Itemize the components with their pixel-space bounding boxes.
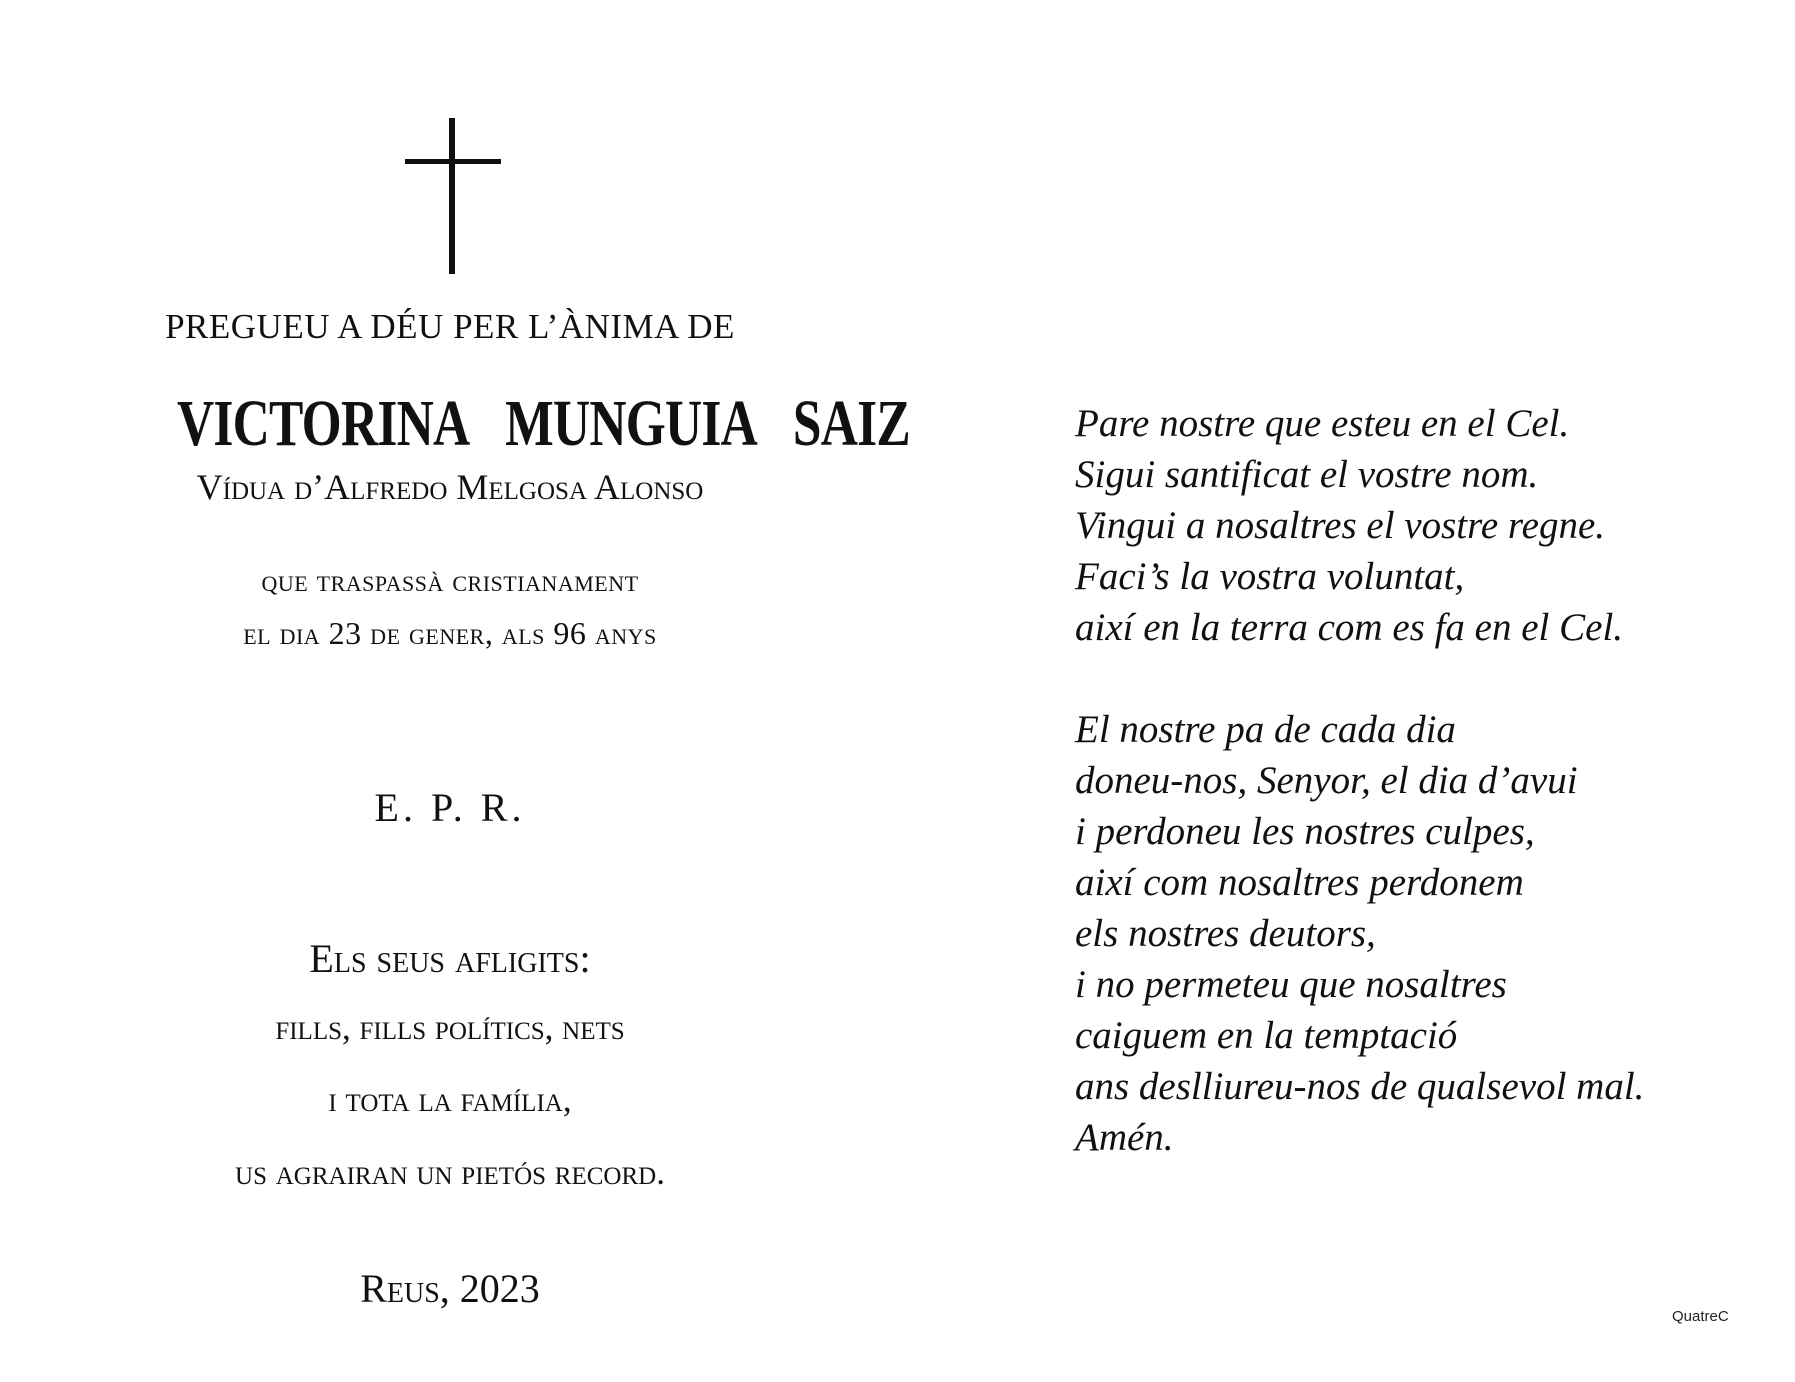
prayer-line: Sigui santificat el vostre nom.: [1075, 453, 1539, 496]
prayer-stanza-2: [1075, 704, 1755, 1163]
prayer-line: caiguem en la temptació: [1075, 1014, 1458, 1057]
place-year: Reus, 2023: [360, 1266, 540, 1311]
prayer-line: Vingui a nosaltres el vostre regne.: [1075, 504, 1606, 547]
prayer-line: Pare nostre que esteu en el Cel.: [1075, 402, 1570, 445]
passed-line-2: el dia 23 de gener, als 96 anys: [243, 615, 657, 651]
prayer-line: ans deslliureu-nos de qualsevol mal.: [1075, 1065, 1645, 1108]
prayer-line: i perdoneu les nostres culpes,: [1075, 810, 1535, 853]
memorial-card-left: [100, 0, 910, 1382]
deceased-name: VICTORINA MUNGUIA SAIZ: [177, 387, 910, 460]
prayer-line: Faci’s la vostra voluntat,: [1075, 555, 1465, 598]
printer-credit: QuatreC: [1672, 1308, 1729, 1325]
prayer-line: així en la terra com es fa en el Cel.: [1075, 606, 1624, 649]
prayer-line: així com nosaltres perdonem: [1075, 861, 1524, 904]
prayer-stanza-1: [1075, 398, 1755, 653]
prayer-line: El nostre pa de cada dia: [1075, 708, 1456, 751]
latin-cross-icon: [405, 118, 501, 274]
cross-horizontal-bar: [405, 159, 501, 164]
passed-line-1: que traspassà cristianament: [261, 562, 639, 598]
prayer-line: els nostres deutors,: [1075, 912, 1376, 955]
family-line-2: i tota la família,: [328, 1080, 572, 1119]
rest-in-peace: E. P. R.: [374, 785, 526, 830]
pray-heading: PREGUEU A DÉU PER L’ÀNIMA DE: [165, 307, 735, 346]
prayer-line: doneu-nos, Senyor, el dia d’avui: [1075, 759, 1578, 802]
prayer-line: i no permeteu que nosaltres: [1075, 963, 1507, 1006]
lords-prayer: [1075, 398, 1755, 1214]
prayer-line: Amén.: [1075, 1116, 1174, 1159]
widow-of-line: Vídua d’Alfredo Melgosa Alonso: [196, 467, 704, 507]
mourners-heading: Els seus afligits:: [309, 936, 591, 981]
family-line-1: fills, fills polítics, nets: [275, 1008, 625, 1047]
cross-vertical-bar: [449, 118, 455, 274]
family-line-3: us agrairan un pietós record.: [235, 1153, 665, 1192]
